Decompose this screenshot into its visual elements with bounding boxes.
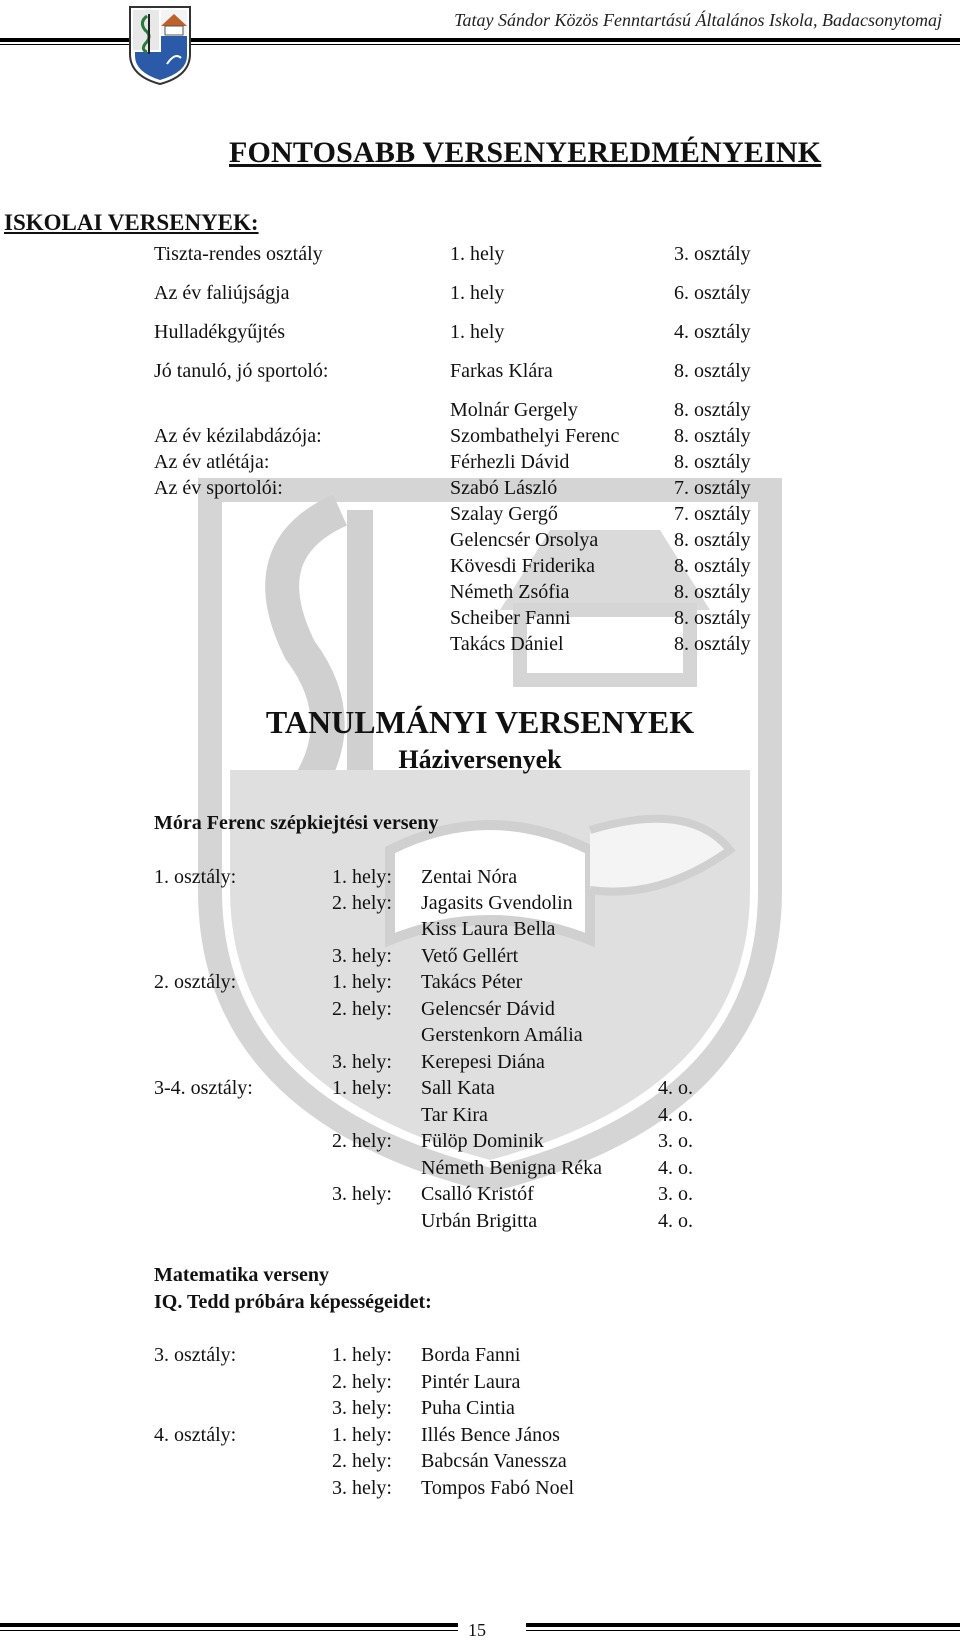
home-competitions-subtitle: Háziversenyek [398, 745, 562, 774]
math-heading: Matematika verseny [154, 1264, 329, 1286]
class-note: 3. o. [658, 1183, 693, 1205]
page-number: 15 [468, 1620, 486, 1640]
event-label: Az év kézilabdázója: [154, 425, 322, 447]
place-label: 1. hely: [332, 1424, 392, 1446]
result-value: Szabó László [450, 477, 558, 499]
winner-name: Illés Bence János [421, 1424, 560, 1446]
grade-label: 1. osztály: [154, 866, 237, 888]
grade-label: 3. osztály: [154, 1344, 237, 1366]
winner-name: Németh Benigna Réka [421, 1157, 603, 1179]
winner-name: Csalló Kristóf [421, 1183, 534, 1205]
winner-name: Borda Fanni [421, 1344, 521, 1366]
event-label: Az év faliújságja [154, 282, 290, 304]
footer-rule-left-thick [0, 1623, 458, 1627]
class-value: 7. osztály [674, 477, 751, 499]
place-label: 1. hely: [332, 1077, 392, 1099]
event-label: Az év atlétája: [154, 451, 270, 473]
place-label: 2. hely: [332, 892, 392, 914]
place-label: 2. hely: [332, 1450, 392, 1472]
class-value: 8. osztály [674, 581, 751, 603]
winner-name: Fülöp Dominik [421, 1130, 544, 1152]
place-label: 3. hely: [332, 1051, 392, 1073]
place-label: 1. hely: [332, 971, 392, 993]
result-value: Molnár Gergely [450, 399, 578, 421]
place-label: 1. hely: [332, 1344, 392, 1366]
winner-name: Zentai Nóra [421, 866, 518, 888]
winner-name: Gelencsér Dávid [421, 998, 555, 1020]
class-value: 8. osztály [674, 555, 751, 577]
result-value: Németh Zsófia [450, 581, 570, 603]
class-value: 6. osztály [674, 282, 751, 304]
event-label: Tiszta-rendes osztály [154, 243, 323, 265]
class-value: 8. osztály [674, 451, 751, 473]
school-crest-logo [127, 4, 193, 86]
class-value: 8. osztály [674, 425, 751, 447]
school-competitions-heading: ISKOLAI VERSENYEK: [4, 210, 259, 235]
footer-rule-right-thick [526, 1623, 960, 1627]
class-value: 8. osztály [674, 399, 751, 421]
winner-name: Puha Cintia [421, 1397, 515, 1419]
class-value: 8. osztály [674, 529, 751, 551]
result-value: Férhezli Dávid [450, 451, 570, 473]
place-label: 2. hely: [332, 1371, 392, 1393]
class-value: 8. osztály [674, 360, 751, 382]
result-value: Farkas Klára [450, 360, 553, 382]
result-value: 1. hely [450, 243, 505, 265]
page-title: FONTOSABB VERSENYEREDMÉNYEINK [229, 136, 822, 169]
place-label: 3. hely: [332, 1183, 392, 1205]
winner-name: Sall Kata [421, 1077, 495, 1099]
class-note: 4. o. [658, 1077, 693, 1099]
grade-label: 2. osztály: [154, 971, 237, 993]
winner-name: Takács Péter [421, 971, 523, 993]
class-note: 4. o. [658, 1157, 693, 1179]
class-value: 8. osztály [674, 633, 751, 655]
result-value: Szombathelyi Ferenc [450, 425, 620, 447]
grade-label: 4. osztály: [154, 1424, 237, 1446]
place-label: 3. hely: [332, 945, 392, 967]
result-value: Takács Dániel [450, 633, 564, 655]
event-label: Hulladékgyűjtés [154, 321, 286, 343]
winner-name: Tompos Fabó Noel [421, 1477, 575, 1499]
header-school-name: Tatay Sándor Közös Fenntartású Általános Iskola, Badacsonytomaj [454, 10, 942, 30]
class-value: 7. osztály [674, 503, 751, 525]
result-value: Gelencsér Orsolya [450, 529, 599, 551]
mora-heading: Móra Ferenc szépkiejtési verseny [154, 812, 439, 834]
class-value: 3. osztály [674, 243, 751, 265]
place-label: 3. hely: [332, 1477, 392, 1499]
event-label: Az év sportolói: [154, 477, 283, 499]
math-subheading: IQ. Tedd próbára képességeidet: [154, 1291, 432, 1313]
class-value: 4. osztály [674, 321, 751, 343]
footer-rule-left-thin [0, 1630, 458, 1631]
study-competitions-title: TANULMÁNYI VERSENYEK [265, 704, 695, 740]
winner-name: Kerepesi Diána [421, 1051, 545, 1073]
class-note: 4. o. [658, 1210, 693, 1232]
result-value: Scheiber Fanni [450, 607, 571, 629]
winner-name: Tar Kira [421, 1104, 488, 1126]
class-note: 3. o. [658, 1130, 693, 1152]
place-label: 2. hely: [332, 1130, 392, 1152]
winner-name: Kiss Laura Bella [421, 918, 556, 940]
result-value: Kövesdi Friderika [450, 555, 595, 577]
grade-label: 3-4. osztály: [154, 1077, 253, 1099]
winner-name: Urbán Brigitta [421, 1210, 538, 1232]
winner-name: Pintér Laura [421, 1371, 521, 1393]
result-value: Szalay Gergő [450, 503, 558, 525]
place-label: 2. hely: [332, 998, 392, 1020]
winner-name: Babcsán Vanessza [421, 1450, 567, 1472]
result-value: 1. hely [450, 321, 505, 343]
winner-name: Gerstenkorn Amália [421, 1024, 583, 1046]
winner-name: Vető Gellért [421, 945, 519, 967]
place-label: 3. hely: [332, 1397, 392, 1419]
result-value: 1. hely [450, 282, 505, 304]
place-label: 1. hely: [332, 866, 392, 888]
footer-rule-right-thin [526, 1630, 960, 1631]
winner-name: Jagasits Gvendolin [421, 892, 573, 914]
class-value: 8. osztály [674, 607, 751, 629]
event-label: Jó tanuló, jó sportoló: [154, 360, 329, 382]
class-note: 4. o. [658, 1104, 693, 1126]
